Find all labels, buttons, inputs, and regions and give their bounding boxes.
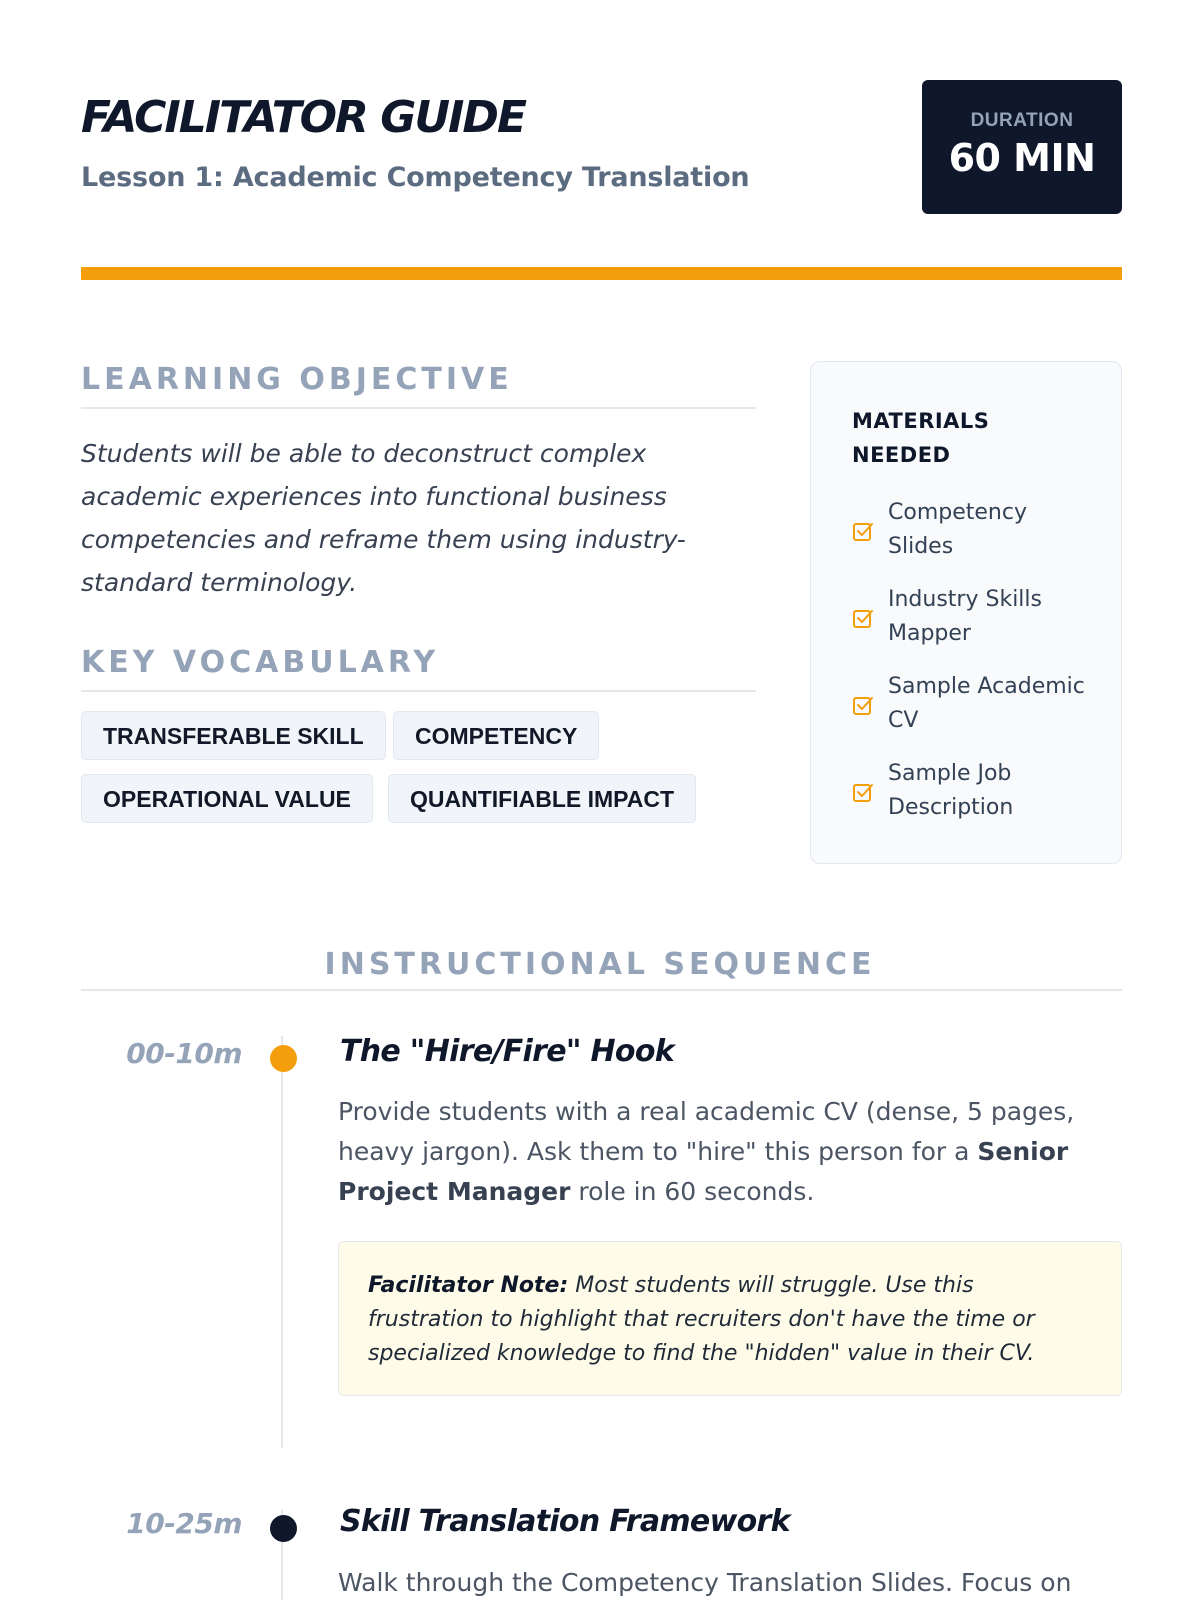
vocabulary-tag: TRANSFERABLE SKILL xyxy=(81,711,386,760)
key-vocabulary-heading: KEY VOCABULARY xyxy=(81,645,440,680)
materials-item xyxy=(852,757,1092,827)
checkbox-icon xyxy=(852,520,874,542)
vocabulary-tag: QUANTIFIABLE IMPACT xyxy=(388,774,696,823)
materials-item-label: Sample Academic CV xyxy=(888,674,1085,733)
facilitator-note-label: Facilitator Note: xyxy=(368,1273,569,1298)
learning-objective-text: Students will be able to deconstruct complex academic experiences into functional business competencies and reframe them using industry-standard terminology. xyxy=(81,439,686,597)
timeline-dot-active xyxy=(270,1045,297,1072)
materials-title: MATERIALS NEEDED xyxy=(852,409,990,467)
checkbox-icon xyxy=(852,607,874,629)
materials-item xyxy=(852,496,1092,566)
step-time: 10-25m xyxy=(126,1507,242,1540)
facilitator-note xyxy=(338,1241,1122,1396)
instructional-sequence-header xyxy=(0,947,1200,982)
duration-badge xyxy=(922,80,1122,214)
learning-objective-heading: LEARNING OBJECTIVE xyxy=(81,362,513,397)
facilitator-note-body: Most students will struggle. Use this frustration to highlight that recruiters don't have the time or specialized knowledge to find the "hidden" value in their CV. xyxy=(368,1273,1035,1366)
section-divider xyxy=(81,690,756,692)
materials-item xyxy=(852,583,1092,653)
step-description: Walk through the Competency Translation Slides. Focus on xyxy=(338,1568,1072,1597)
guide-header xyxy=(81,80,1122,214)
step-title: Skill Translation Framework xyxy=(340,1504,790,1539)
facilitator-note-text xyxy=(368,1269,1088,1371)
step-text: Provide students with a real academic CV (dense, 5 pages, heavy jargon). Ask them to "hire" this person for a xyxy=(338,1097,1075,1166)
page-title: FACILITATOR GUIDE xyxy=(81,92,526,143)
instructional-sequence-heading: INSTRUCTIONAL SEQUENCE xyxy=(324,947,876,982)
materials-item xyxy=(852,670,1092,740)
step-title: The "Hire/Fire" Hook xyxy=(340,1034,675,1069)
checkbox-icon xyxy=(852,781,874,803)
step-description xyxy=(338,1092,1098,1212)
lesson-subtitle: Lesson 1: Academic Competency Translation xyxy=(81,162,750,193)
accent-divider xyxy=(81,267,1122,280)
timeline-line xyxy=(281,1036,283,1448)
materials-item-label: Industry Skills Mapper xyxy=(888,587,1042,646)
section-divider xyxy=(81,407,756,409)
materials-item-label: Competency Slides xyxy=(888,500,1027,559)
duration-value: 60 MIN xyxy=(948,136,1096,180)
step-text: role in 60 seconds. xyxy=(570,1177,815,1206)
step-time: 00-10m xyxy=(126,1037,242,1070)
section-divider xyxy=(81,989,1122,991)
materials-panel xyxy=(810,361,1122,864)
duration-label: DURATION xyxy=(970,110,1074,131)
vocabulary-tag: COMPETENCY xyxy=(393,711,599,760)
vocabulary-tag: OPERATIONAL VALUE xyxy=(81,774,373,823)
timeline-dot xyxy=(270,1515,297,1542)
step-text-emphasis: Senior Project Manager xyxy=(338,1137,1069,1206)
checkbox-icon xyxy=(852,694,874,716)
materials-item-label: Sample Job Description xyxy=(888,761,1014,820)
